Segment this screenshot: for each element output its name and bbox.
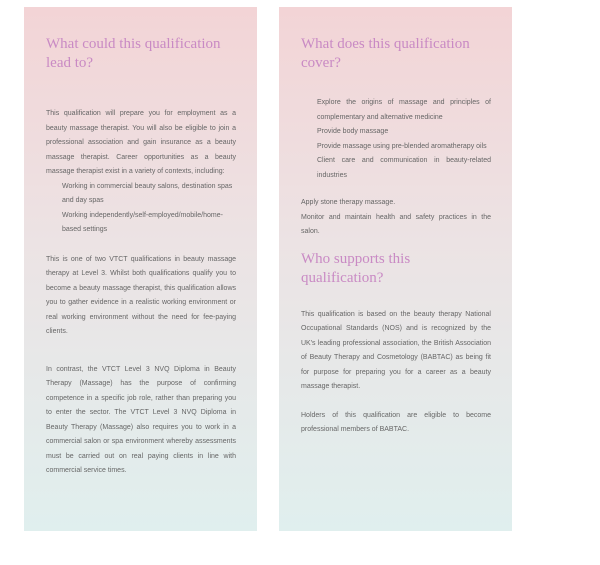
babtac-membership-text: Holders of this qualification are eligible to become professional members of BABTAC. <box>301 411 491 433</box>
employment-paragraph: This qualification will prepare you for employment as a beauty massage therapist. You will also be eligible to join a professional association and gain insurance as a beauty massage therapist. Career opportunities as a beauty massage therapist exist in a variety of contexts, including: <box>46 110 236 175</box>
left-panel <box>24 7 257 531</box>
contexts-list <box>46 180 236 238</box>
heading-career-outcomes: What could this qualification lead to? <box>46 36 221 71</box>
support-paragraph: This qualification is based on the beauty therapy National Occupational Standards (NOS) and is recognized by the UK's leading professional association, the British Association of Beauty Therapy and Cosmetology (BABTAC) as being fit for purpose for preparing you for a career as a beauty massage therapist. <box>301 310 491 390</box>
cover-list <box>301 96 491 183</box>
list-item: Working independently/self-employed/mobile/home-based settings <box>62 211 223 233</box>
list-item: Explore the origins of massage and principles of complementary and alternative medicine <box>317 99 491 121</box>
level3-paragraph: This is one of two VTCT qualifications in beauty massage therapy at Level 3. Whilst both qualifications qualify you to become a beauty massage therapist, this qualification allows you to gather evidence in a realistic working environment or real working environment without the need for fee-paying clients. <box>46 255 236 335</box>
right-panel <box>279 7 512 531</box>
heading-who-supports: Who supports this qualification? <box>301 250 411 286</box>
nvq-paragraph: In contrast, the VTCT Level 3 NVQ Diploma in Beauty Therapy (Massage) has the purpose of confirming competence in a specific job role, rather than preparing you to enter the sector. The VTCT Level 3 NVQ Diploma in Beauty Therapy (Massage) also requires you to work in a commercial salon or spa environment whereby assessments must be carried out on real paying clients in line with commercial service times. <box>46 365 236 474</box>
list-item: Provide body massage <box>317 128 389 135</box>
list-item: Working in commercial beauty salons, destination spas and day spas <box>62 182 233 204</box>
health-safety-text: Monitor and maintain health and safety practices in the salon. <box>301 213 491 235</box>
heading-qualification-cover: What does this qualification cover? <box>301 36 470 71</box>
stone-therapy-text: Apply stone therapy massage. <box>301 199 396 206</box>
list-item: Client care and communication in beauty-related industries <box>317 157 491 179</box>
list-item: Provide massage using pre-blended aromatherapy oils <box>317 142 487 150</box>
